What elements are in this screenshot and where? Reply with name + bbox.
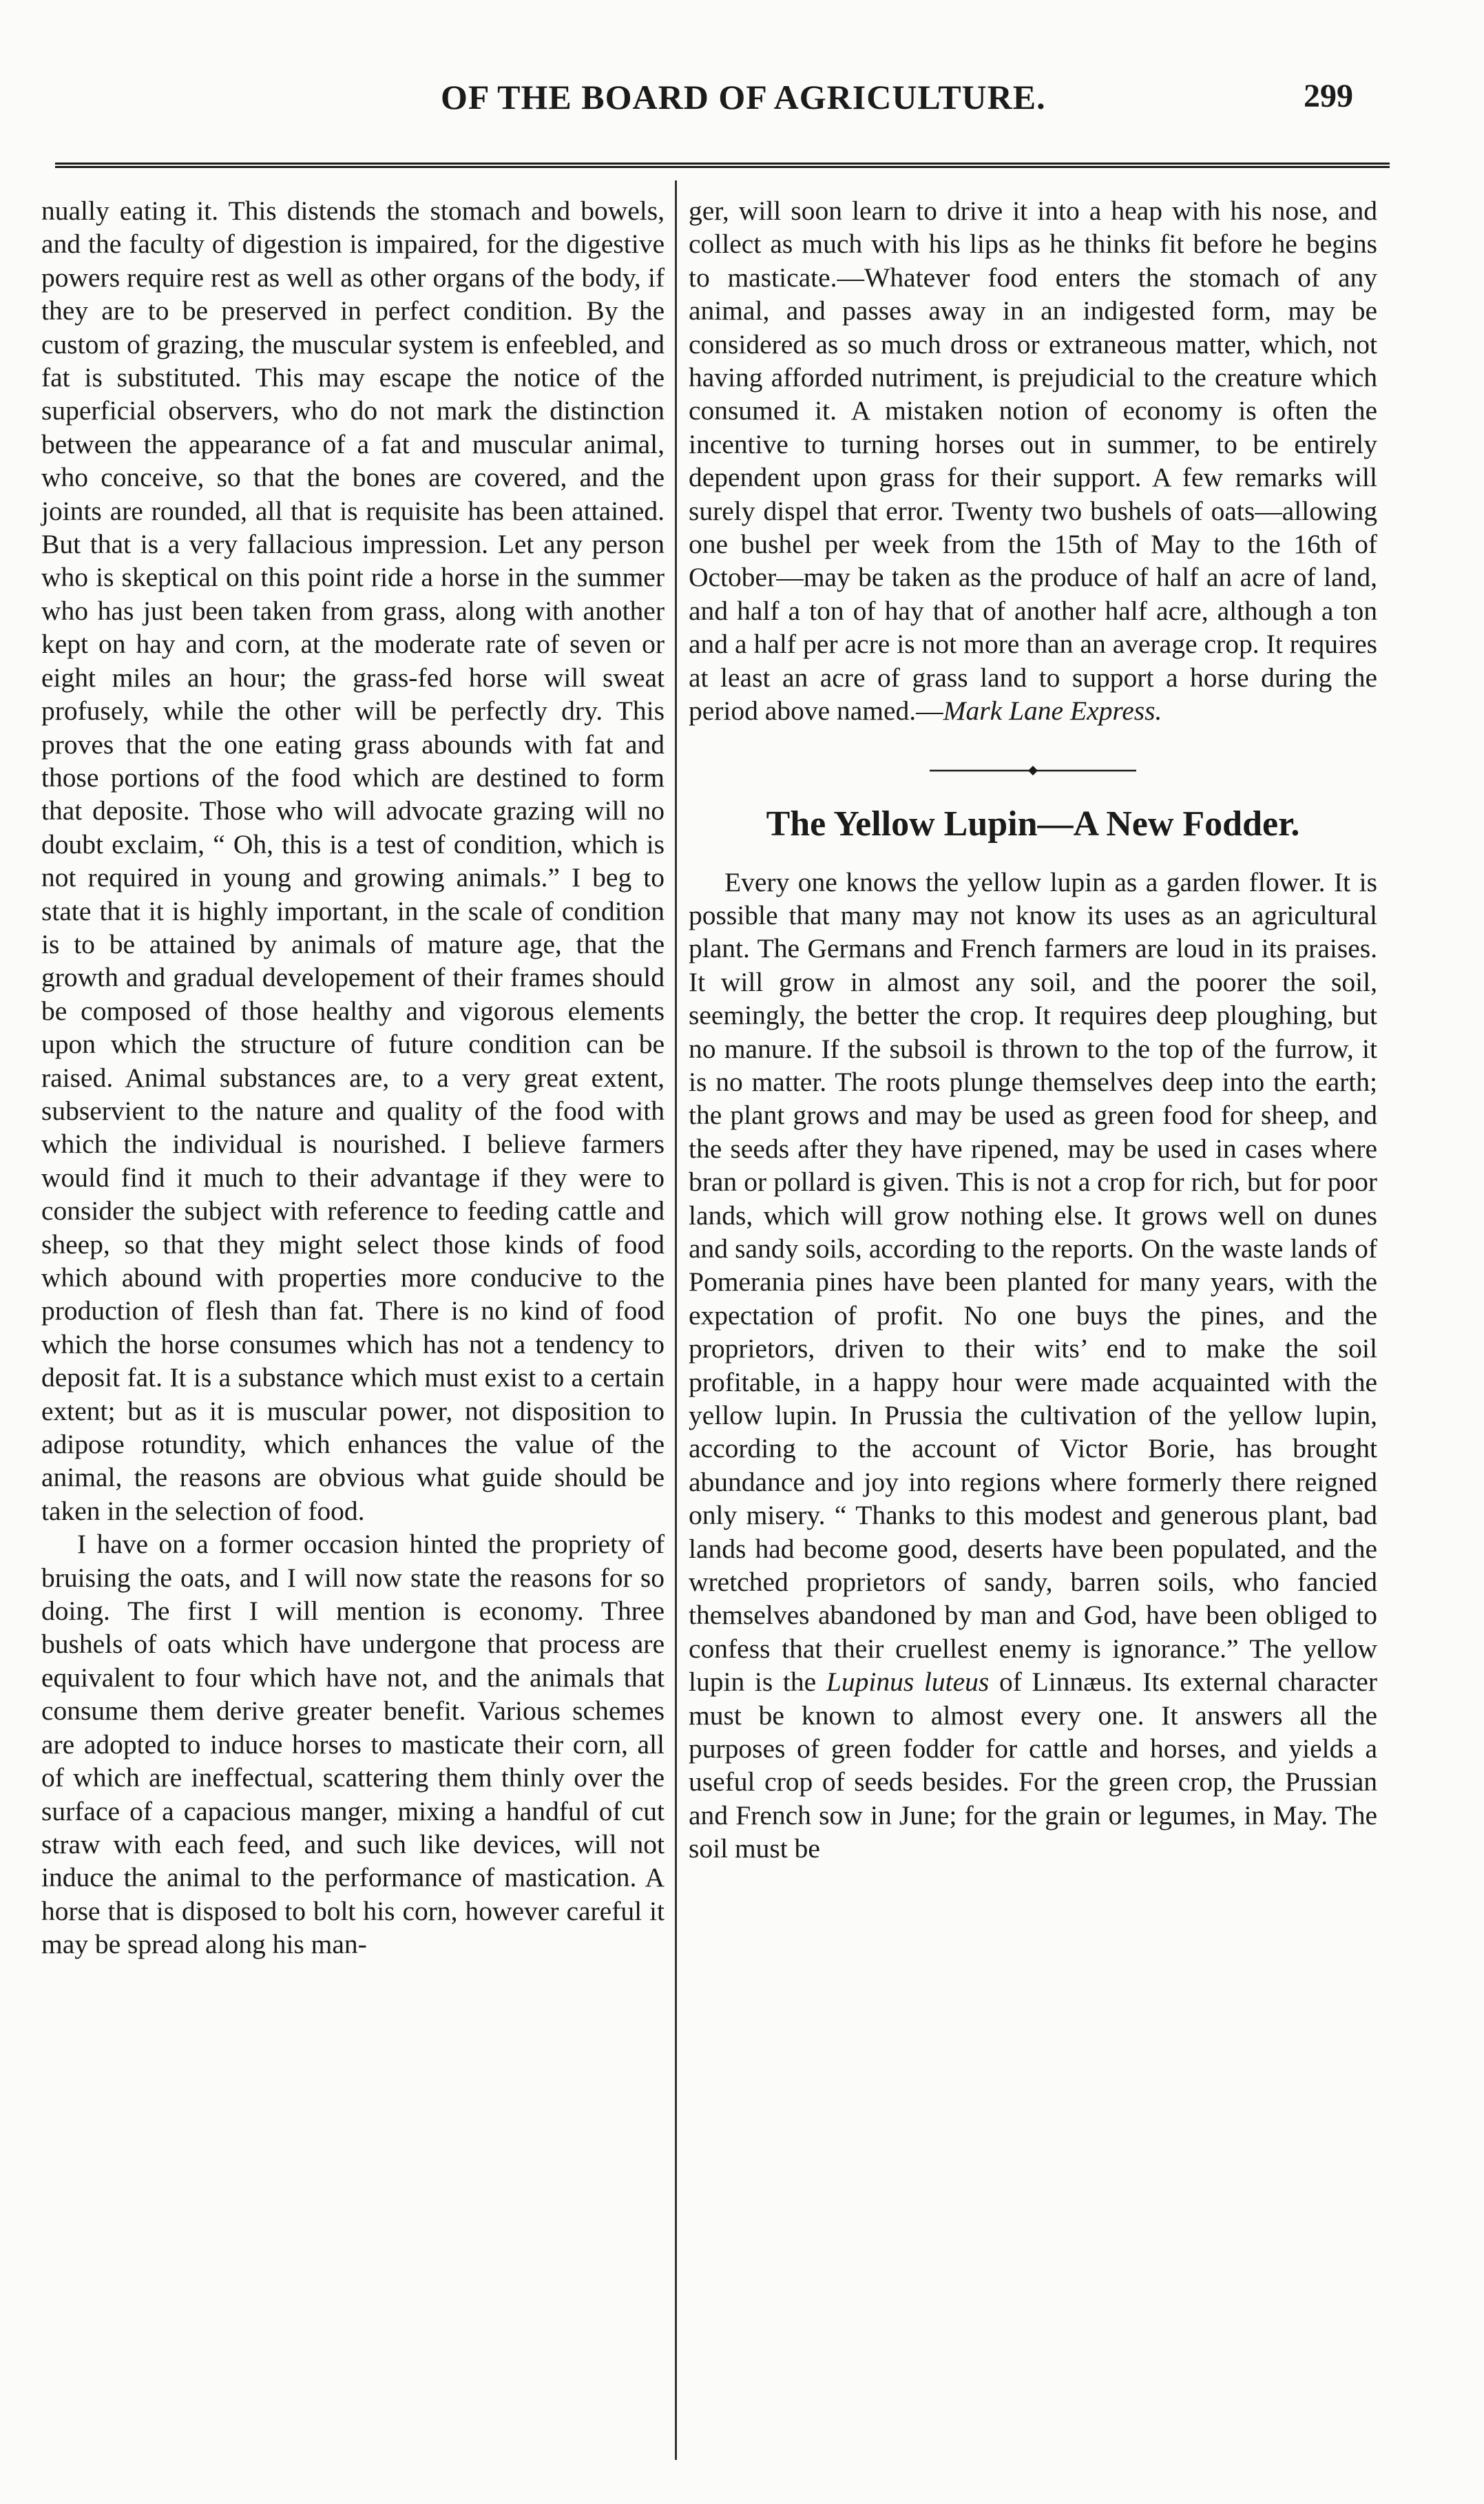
right-column bbox=[689, 194, 1377, 1866]
page-number: 299 bbox=[1304, 78, 1353, 114]
continued-paragraph bbox=[689, 194, 1377, 728]
article-paragraph bbox=[689, 866, 1377, 1866]
left-paragraph-2: I have on a former occasion hinted the propriety of bruising the oats, and I will now state the reasons for so doing. The first I will mention is economy. Three bushels of oats which have undergone that process are equivalent to four which have not, and the animals that consume them derive greater benefit. Various schemes are adopted to induce horses to masticate their corn, all of which are ineffectual, scattering them thinly over the surface of a capacious manger, mixing a handful of cut straw with each feed, and such like devices, will not induce the animal to the performance of mastication. A horse that is disposed to bolt his corn, however careful it may be spread along his man- bbox=[41, 1529, 665, 1960]
running-title: OF THE BOARD OF AGRICULTURE. bbox=[441, 78, 1046, 116]
left-paragraph-1: nually eating it. This distends the stomach and bowels, and the faculty of digestion is impaired, for the digestive powers require rest as well as other organs of the body, if they are to be preserved in perfect condition. By the custom of grazing, the muscular system is enfeebled, and fat is substituted. This may escape the notice of the superficial observers, who do not mark the distinction between the appearance of a fat and muscular animal, who conceive, so that the bones are covered, and the joints are rounded, all that is requisite has been attained. But that is a very fallacious impression. Let any person who is skeptical on this point ride a horse in the summer who has just been taken from grass, along with another kept on hay and corn, at the moderate rate of seven or eight miles an hour; the grass-fed horse will sweat profusely, while the other will be perfectly dry. This proves that the one eating grass abounds with fat and those portions of the food which are destined to form that deposite. Those who will advocate grazing will no doubt exclaim, “ Oh, this is a test of condition, which is not required in young and growing animals.” I beg to state that it is highly important, in the scale of condition is to be attained by animals of mature age, that the growth and gradual developement of their frames should be composed of those healthy and vigorous elements upon which the structure of future condition can be raised. Animal substances are, to a very great extent, subservient to the nature and quality of the food with which the individual is nourished. I believe farmers would find it much to their advantage if they were to consider the subject with reference to feeding cattle and sheep, so that they might select those kinds of food which abound with properties more conducive to the production of flesh than fat. There is no kind of food which the horse consumes which has not a tendency to deposit fat. It is a substance which must exist to a certain extent; but as it is muscular power, not disposition to adipose rotundity, which enhances the value of the animal, the reasons are obvious what guide should be taken in the selection of food. bbox=[41, 196, 665, 1526]
running-head bbox=[0, 77, 1484, 125]
left-column bbox=[41, 194, 665, 1961]
article-title: The Yellow Lupin—A New Fodder. bbox=[766, 804, 1300, 844]
column-divider bbox=[675, 180, 677, 2460]
continued-text: ger, will soon learn to drive it into a heap with his nose, and collect as much with his lips as he thinks fit before he begins to masticate.—Whatever food enters the stomach of any animal, and passes away in an indigested form, may be considered as so much dross or extraneous matter, which, not having afforded nutriment, is prejudicial to the creature which consumed it. A mistaken notion of economy is often the incentive to turning horses out in summer, to be entirely dependent upon grass for their support. A few remarks will surely dispel that error. Twenty two bushels of oats—allowing one bushel per week from the 15th of May to the 16th of October—may be taken as the produce of half an acre of land, and half a ton of hay that of another half acre, although a ton and a half per acre is not more than an average crop. It requires at least an acre of grass land to support a horse during the period above named.— bbox=[689, 196, 1377, 727]
latin-name: Lupinus luteus bbox=[826, 1667, 990, 1698]
source-credit: Mark Lane Express. bbox=[943, 696, 1162, 727]
header-double-rule bbox=[55, 163, 1390, 168]
article-text-part-1: Every one knows the yellow lupin as a garden flower. It is possible that many may not know its uses as an agricultural plant. The Germans and French farmers are loud in its praises. It will grow in almost any soil, and the poorer the soil, seemingly, the better the crop. It requires deep ploughing, but no manure. If the subsoil is thrown to the top of the furrow, it is no matter. The roots plunge themselves deep into the earth; the plant grows and may be used as green food for sheep, and the seeds after they have ripened, may be used in cases where bran or pollard is given. This is not a crop for rich, but for poor lands, which will grow nothing else. It grows well on dunes and sandy soils, according to the reports. On the waste lands of Pomerania pines have been planted for many years, with the expectation of profit. No one buys the pines, and the proprietors, driven to their wits’ end to make the soil profitable, in a happy hour were made acquainted with the yellow lupin. In Prussia the cultivation of the yellow lupin, according to the account of Victor Borie, has brought abundance and joy into regions where formerly there reigned only misery. “ Thanks to this modest and generous plant, bad lands had become good, deserts have been populated, and the wretched proprietors of sandy, barren soils, who fancied themselves abandoned by man and God, have been obliged to confess that their cruellest enemy is ignorance.” The yellow lupin is the bbox=[689, 866, 1377, 1698]
article-text-part-2: of Linnæus. Its external character must be known to almost every one. It answers all the purposes of green fodder for cattle and horses, and yields a useful crop of seeds besides. For the green crop, the Prussian and French sow in June; for the grain or legumes, in May. The soil must be bbox=[689, 1667, 1377, 1864]
section-divider-ornament bbox=[930, 765, 1136, 776]
